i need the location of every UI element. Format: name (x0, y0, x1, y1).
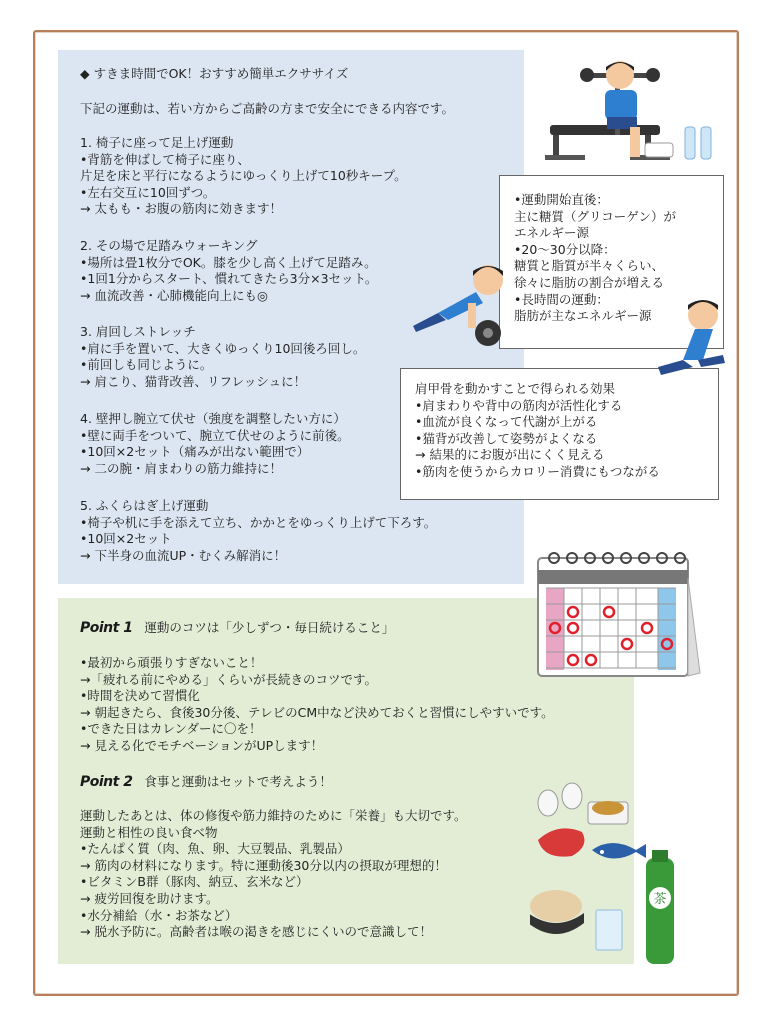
exercise-heading: 1. 椅子に座って足上げ運動 (80, 135, 234, 150)
point1-body: •最初から頑張りすぎないこと！ →「疲れる前にやめる」くらいが長続きのコツです。 •時間を決めて習慣化 → 朝起きたら、食後30分後、テレビのCM中など決めておくと習慣にしやすいです。 •できた日はカレンダーに〇を！ → 見える化でモチベーションがUPします！ (80, 655, 554, 753)
situp-illustration (653, 295, 735, 380)
ab-roller-illustration (408, 258, 518, 350)
point2-body: 運動したあとは、体の修復や筋力維持のために「栄養」も大切です。 運動と相性の良い食べ物 •たんぱく質（肉、魚、卵、大豆製品、乳製品） → 筋肉の材料になります。特に運動後30分以内の摂取が理想的！ •ビタミンB群（豚肉、納豆、玄米など） → 疲労回復を助けます。 •水分補給（水・お茶など） → 脱水予防に。高齢者は喉の渇きを感じにくいので意識して！ (80, 808, 467, 940)
tea-bottle-label: 茶 (653, 892, 667, 907)
exercise-title: ◆ すきま時間でOK！おすすめ簡単エクササイズ (80, 66, 349, 81)
point2-label: Point 2 (80, 774, 133, 790)
workout-bench-illustration (545, 55, 725, 170)
point1-label: Point 1 (80, 620, 133, 636)
point1-header (80, 620, 394, 637)
point2-title: 食事と運動はセットで考えよう！ (144, 774, 332, 789)
exercise-item-1: 1. 椅子に座って足上げ運動 •背筋を伸ばして椅子に座り、 片足を床と平行になるようにゆっくり上げて10秒キープ。 •左右交互に10回ずつ。 → 太もも・お腹の筋肉に効きます！ (80, 135, 407, 217)
point2-header (80, 774, 332, 791)
exercise-heading: 3. 肩回しストレッチ (80, 324, 196, 339)
exercise-item-2: 2. その場で足踏みウォーキング •場所は畳1枚分でOK。膝を少し高く上げて足踏み。 •1回1分からスタート、慣れてきたら3分×3セット。 → 血流改善・心肺機能向上にも◎ (80, 238, 378, 303)
food-illustration (530, 778, 680, 968)
exercise-heading: 5. ふくらはぎ上げ運動 (80, 498, 209, 513)
exercise-item-3: 3. 肩回しストレッチ •肩に手を置いて、大きくゆっくり10回後ろ回し。 •前回しも同じように。 → 肩こり、猫背改善、リフレッシュに！ (80, 324, 366, 389)
exercise-item-4: 4. 壁押し腕立て伏せ（強度を調整したい方に） •壁に両手をついて、腕立て伏せのように前後。 •10回×2セット（痛みが出ない範囲で） → 二の腕・肩まわりの筋力維持に！ (80, 411, 350, 476)
shoulder-effects-box: 肩甲骨を動かすことで得られる効果 •肩まわりや背中の筋肉が活性化する •血流が良くなって代謝が上がる •猫背が改善して姿勢がよくなる → 結果的にお腹が出にくく見える •筋肉を使うからカロリー消費にもつながる (400, 368, 719, 500)
exercise-item-5: 5. ふくらはぎ上げ運動 •椅子や机に手を添えて立ち、かかとをゆっくり上げて下ろす。 •10回×2セット → 下半身の血流UP・むくみ解消に！ (80, 498, 437, 563)
point1-title: 運動のコツは「少しずつ・毎日続けること」 (144, 620, 395, 635)
exercise-heading: 2. その場で足踏みウォーキング (80, 238, 258, 253)
calendar-illustration (534, 548, 704, 683)
energy-source-box: •運動開始直後： 主に糖質（グリコーゲン）が エネルギー源 •20〜30分以降： 糖質と脂質が半々くらい、 徐々に脂肪の割合が増える •長時間の運動： 脂肪が主なエネルギー源 (499, 175, 724, 349)
exercise-intro: 下記の運動は、若い方からご高齢の方まで安全にできる内容です。 (80, 101, 455, 116)
exercise-heading: 4. 壁押し腕立て伏せ（強度を調整したい方に） (80, 411, 346, 426)
